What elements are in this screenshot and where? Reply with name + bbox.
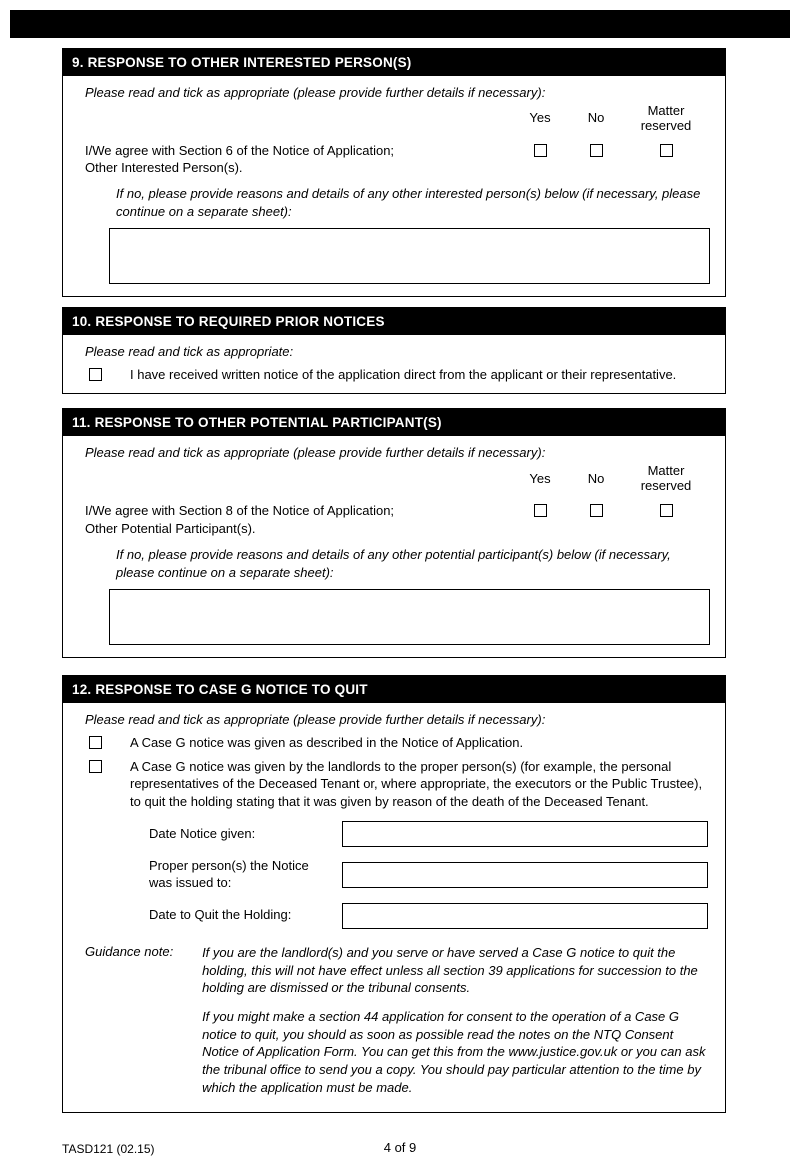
- section-response-other-potential-participants: [62, 408, 726, 657]
- section-12-instruction: Please read and tick as appropriate (please provide further details if necessary):: [85, 711, 546, 727]
- guidance-paragraph-1: If you are the landlord(s) and you serve or have served a Case G notice to quit the holding, this will not have effect unless all section 39 applications for succession to the holding are dismissed or the tribunal consents.: [202, 944, 698, 996]
- section-9-instruction: Please read and tick as appropriate (please provide further details if necessary):: [85, 85, 546, 100]
- section-12-option-2-label: A Case G notice was given by the landlords to the proper person(s) (for example, the personal representatives of the Deceased Tenant or, where appropriate, the executors or the Public Trustee), to quit the holding stating that it was given by reason of the death of the Deceased Tenant.: [130, 758, 703, 809]
- form-reference: TASD121 (02.15): [62, 1142, 155, 1157]
- guidance-note-text: [202, 944, 708, 1096]
- section-9-column-headers: [85, 104, 708, 134]
- section-12-option-1-label: A Case G notice was given as described in the Notice of Application.: [130, 734, 524, 750]
- column-header-no: No: [587, 110, 605, 126]
- date-notice-given-input[interactable]: [342, 821, 708, 847]
- section-12-header: 12. RESPONSE TO CASE G NOTICE TO QUIT: [63, 676, 725, 703]
- s9-matter-reserved-checkbox[interactable]: [660, 144, 673, 157]
- s12-option1-checkbox[interactable]: [89, 736, 102, 749]
- section-9-agree-statement: I/We agree with Section 6 of the Notice of Application; Other Interested Person(s).: [85, 142, 395, 176]
- s10-received-notice-checkbox[interactable]: [89, 368, 102, 381]
- form-page: [0, 10, 800, 1163]
- section-9-agree-row: [85, 142, 708, 176]
- s11-details-textarea[interactable]: [109, 589, 710, 645]
- column-header-no: No: [587, 470, 605, 486]
- date-notice-given-label: Date Notice given:: [149, 825, 256, 841]
- date-to-quit-label: Date to Quit the Holding:: [149, 907, 292, 923]
- s9-no-checkbox[interactable]: [590, 144, 603, 157]
- section-11-header: 11. RESPONSE TO OTHER POTENTIAL PARTICIPANT(S): [63, 409, 725, 436]
- column-header-yes: Yes: [529, 110, 551, 126]
- s11-no-checkbox[interactable]: [590, 504, 603, 517]
- section-10-statement-row: [85, 366, 708, 383]
- date-to-quit-input[interactable]: [342, 903, 708, 929]
- section-response-required-prior-notices: [62, 307, 726, 394]
- proper-persons-label: Proper person(s) the Notice was issued to:: [149, 858, 309, 891]
- s9-yes-checkbox[interactable]: [534, 144, 547, 157]
- proper-persons-input[interactable]: [342, 862, 708, 888]
- page-footer: [0, 1139, 800, 1163]
- column-header-matter-reserved: Matter reserved: [640, 463, 692, 494]
- guidance-note: [85, 944, 708, 1096]
- section-10-statement: I have received written notice of the application direct from the applicant or their representative.: [130, 367, 677, 383]
- date-notice-given-row: [149, 821, 708, 847]
- section-10-instruction: Please read and tick as appropriate:: [85, 344, 294, 360]
- s9-details-textarea[interactable]: [109, 228, 710, 284]
- proper-persons-row: [149, 858, 708, 892]
- guidance-note-label: Guidance note:: [85, 943, 174, 959]
- section-11-agree-statement: I/We agree with Section 8 of the Notice of Application; Other Potential Participant(s).: [85, 503, 395, 536]
- s11-matter-reserved-checkbox[interactable]: [660, 504, 673, 517]
- page-number: 4 of 9: [383, 1140, 417, 1156]
- section-11-instruction: Please read and tick as appropriate (please provide further details if necessary):: [85, 445, 546, 461]
- section-12-option-2-row: [85, 758, 708, 810]
- column-header-matter-reserved: Matter reserved: [640, 103, 692, 133]
- section-11-column-headers: [85, 464, 708, 494]
- column-header-yes: Yes: [529, 470, 551, 486]
- section-9-header: 9. RESPONSE TO OTHER INTERESTED PERSON(S): [63, 49, 725, 76]
- date-to-quit-row: [149, 903, 708, 929]
- top-page-bar: [10, 10, 790, 38]
- section-response-other-interested-persons: [62, 48, 726, 297]
- section-response-case-g-notice-to-quit: [62, 675, 726, 1114]
- section-12-option-1-row: [85, 734, 708, 751]
- s11-yes-checkbox[interactable]: [534, 504, 547, 517]
- s12-option2-checkbox[interactable]: [89, 760, 102, 773]
- section-10-header: 10. RESPONSE TO REQUIRED PRIOR NOTICES: [63, 308, 725, 335]
- section-11-agree-row: [85, 502, 708, 536]
- guidance-paragraph-2: If you might make a section 44 application for consent to the operation of a Case G notice to quit, you should as soon as possible read the notes on the NTQ Consent Notice of Application Form. You can get this from the www.justice.gov.uk or you can ask the tribunal office to send you a copy. You should pay particular attention to the time by which the application must be made.: [202, 1008, 706, 1095]
- section-11-if-no-note: If no, please provide reasons and details of any other potential participant(s) below (if necessary, please continue on a separate sheet):: [116, 546, 671, 580]
- section-9-if-no-note: If no, please provide reasons and details of any other interested person(s) below (if necessary, please continue on a separate sheet):: [116, 186, 701, 220]
